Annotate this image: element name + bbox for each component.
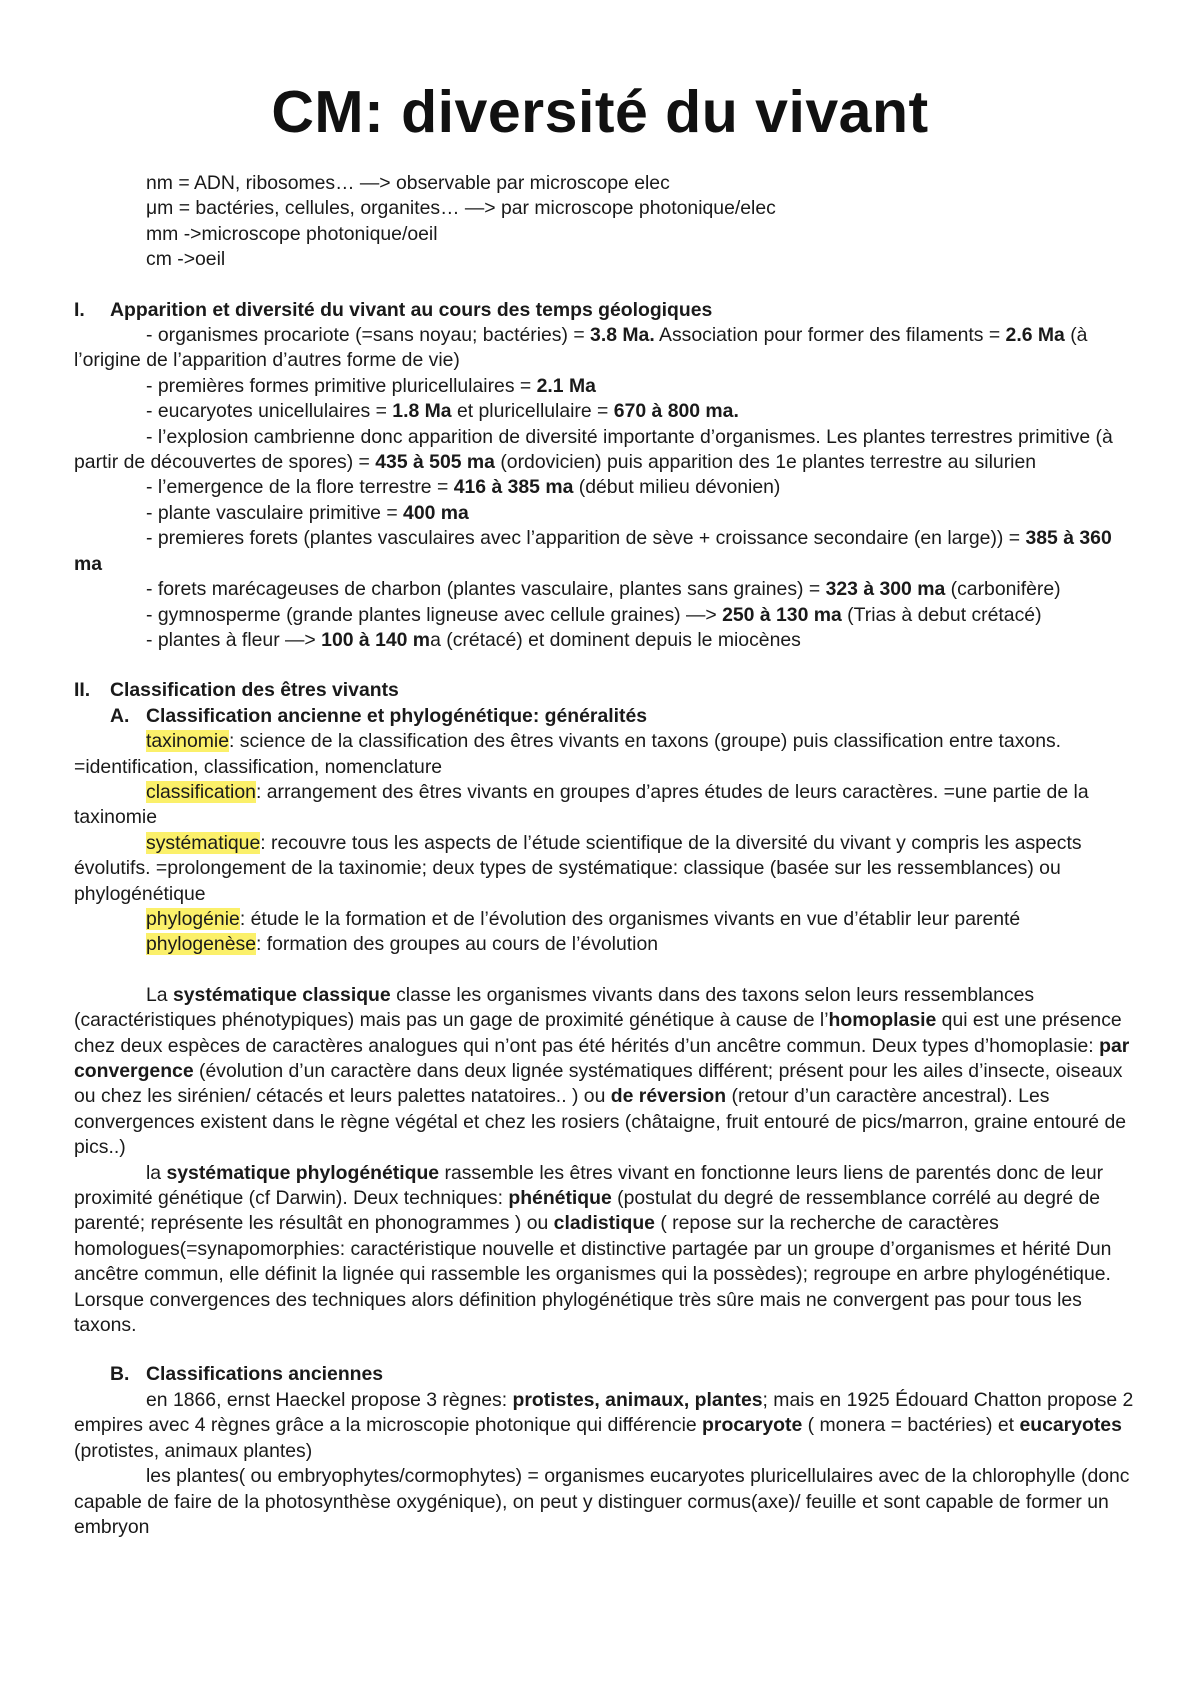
timeline-item: - plantes à fleur —> 100 à 140 ma (crétacé) et dominent depuis le miocènes (146, 628, 801, 651)
highlighted-term: classification (146, 780, 256, 803)
timeline-item: - l’explosion cambrienne donc apparition de diversité importante d’organismes. Les plantes terrestres primitive (à partir de découvertes de spores) = 435 à 505 ma (ordovicien) puis apparition des 1e plantes terrestre au silurien (74, 425, 1113, 474)
section-heading-2: II. Classification des êtres vivants (74, 679, 399, 702)
timeline-item: - organismes procariote (=sans noyau; bactéries) = 3.8 Ma. Association pour former des filaments = 2.6 Ma (à l’origine de l’apparition d’autres forme de vie) (74, 324, 1088, 372)
timeline-item: - eucaryotes unicellulaires = 1.8 Ma et pluricellulaire = 670 à 800 ma. (146, 400, 739, 423)
timeline-item: - forets marécageuses de charbon (plantes vasculaire, plantes sans graines) = 323 à 300 ma (carbonifère) (146, 578, 1061, 601)
scale-note: cm ->oeil (146, 248, 226, 271)
section-heading-1: I. Apparition et diversité du vivant au cours des temps géologiques (74, 298, 713, 321)
timeline-item: - premières formes primitive pluricellulaires = 2.1 Ma (146, 374, 596, 397)
highlighted-term: systématique (146, 831, 261, 854)
subsection-heading-a: A. Classification ancienne et phylogénétique: généralités (110, 704, 648, 727)
timeline-item: - gymnosperme (grande plantes ligneuse avec cellule graines) —> 250 à 130 ma (Trias à debut crétacé) (146, 603, 1042, 626)
page-title: CM: diversité du vivant (271, 79, 929, 145)
definition: systématique: recouvre tous les aspects de l’étude scientifique de la diversité du vivant y compris les aspects évolutifs. =prolongement de la taxinomie; deux types de systématique: classique (basée sur les ressemblances) ou phylogénétique (74, 831, 1082, 905)
paragraph-plantes: les plantes( ou embryophytes/cormophytes) = organismes eucaryotes pluricellulaires avec de la chlorophylle (donc capable de faire de la photosynthèse oxygénique), on peut y distinguer cormus(axe)/ feuille et sont capable de former un embryon (74, 1465, 1130, 1538)
paragraph-systematique-phylogenetique: la systématique phylogénétique rassemble les êtres vivant en fonctionne leurs liens de parentés donc de leur proximité génétique (cf Darwin). Deux techniques: phénétique (postulat du degré de ressemblance corrélé au degré de parenté; représente les résultât en phonogrammes ) ou cladistique ( repose sur la recherche de caractères homologues(=synapomorphies: caractéristique nouvelle et distinctive partagée par un groupe d’organismes et hérité Dun ancêtre commun, elle définit la lignée qui rassemble les organismes qui la possèdes); regroupe en arbre phylogénétique. Lorsque convergences des techniques alors définition phylogénétique très sûre mais ne convergent pas pour tous les taxons. (74, 1161, 1112, 1337)
scale-note: nm = ADN, ribosomes… —> observable par microscope elec (146, 172, 670, 194)
highlighted-term: phylogenèse (146, 933, 256, 956)
definition: classification: arrangement des êtres vivants en groupes d’apres études de leurs caractères. =une partie de la taxinomie (74, 780, 1089, 829)
timeline-item: - l’emergence de la flore terrestre = 416 à 385 ma (début milieu dévonien) (146, 476, 781, 499)
timeline-item: - premieres forets (plantes vasculaires avec l’apparition de sève + croissance secondaire (en large)) = 385 à 360 ma (74, 527, 1112, 575)
timeline-item: - plante vasculaire primitive = 400 ma (146, 501, 469, 524)
definition: taxinomie: science de la classification des êtres vivants en taxons (groupe) puis classification entre taxons. =identification, classification, nomenclature (74, 730, 1062, 778)
highlighted-term: taxinomie (146, 730, 229, 753)
paragraph-classifications-anciennes: en 1866, ernst Haeckel propose 3 règnes: protistes, animaux, plantes; mais en 1925 Édouard Chatton propose 2 empires avec 4 règnes grâce a la microscopie photonique qui différencie procaryote ( monera = bactéries) et eucaryotes (protistes, animaux plantes) (74, 1388, 1134, 1462)
subsection-heading-b: B. Classifications anciennes (110, 1363, 384, 1386)
document-body (74, 171, 1144, 1540)
scale-note: μm = bactéries, cellules, organites… —> par microscope photonique/elec (146, 197, 776, 220)
scale-note: mm ->microscope photonique/oeil (146, 222, 438, 245)
paragraph-systematique-classique: La systématique classique classe les organismes vivants dans des taxons selon leurs ressemblances (caractéristiques phénotypiques) mais pas un gage de proximité génétique à cause de l’homoplasie qui est une présence chez deux espèces de caractères analogues qui n’ont pas été hérités d’un ancêtre commun. Deux types d’homoplasie: par convergence (évolution d’un caractère dans deux lignée systématiques différent; présent pour les ailes d’insecte, oiseaux ou chez les sirénien/ cétacés et leurs palettes natatoires.. ) ou de réversion (retour d’un caractère ancestral). Les convergences existent dans le règne végétal et chez les rosiers (châtaigne, fruit entouré de pics/marron, graine entouré de pics..) (74, 983, 1130, 1159)
highlighted-term: phylogénie (146, 907, 240, 930)
definition: phylogénie: étude le la formation et de l’évolution des organismes vivants en vue d’établir leur parenté (146, 907, 1021, 930)
definition: phylogenèse: formation des groupes au cours de l’évolution (146, 933, 659, 956)
